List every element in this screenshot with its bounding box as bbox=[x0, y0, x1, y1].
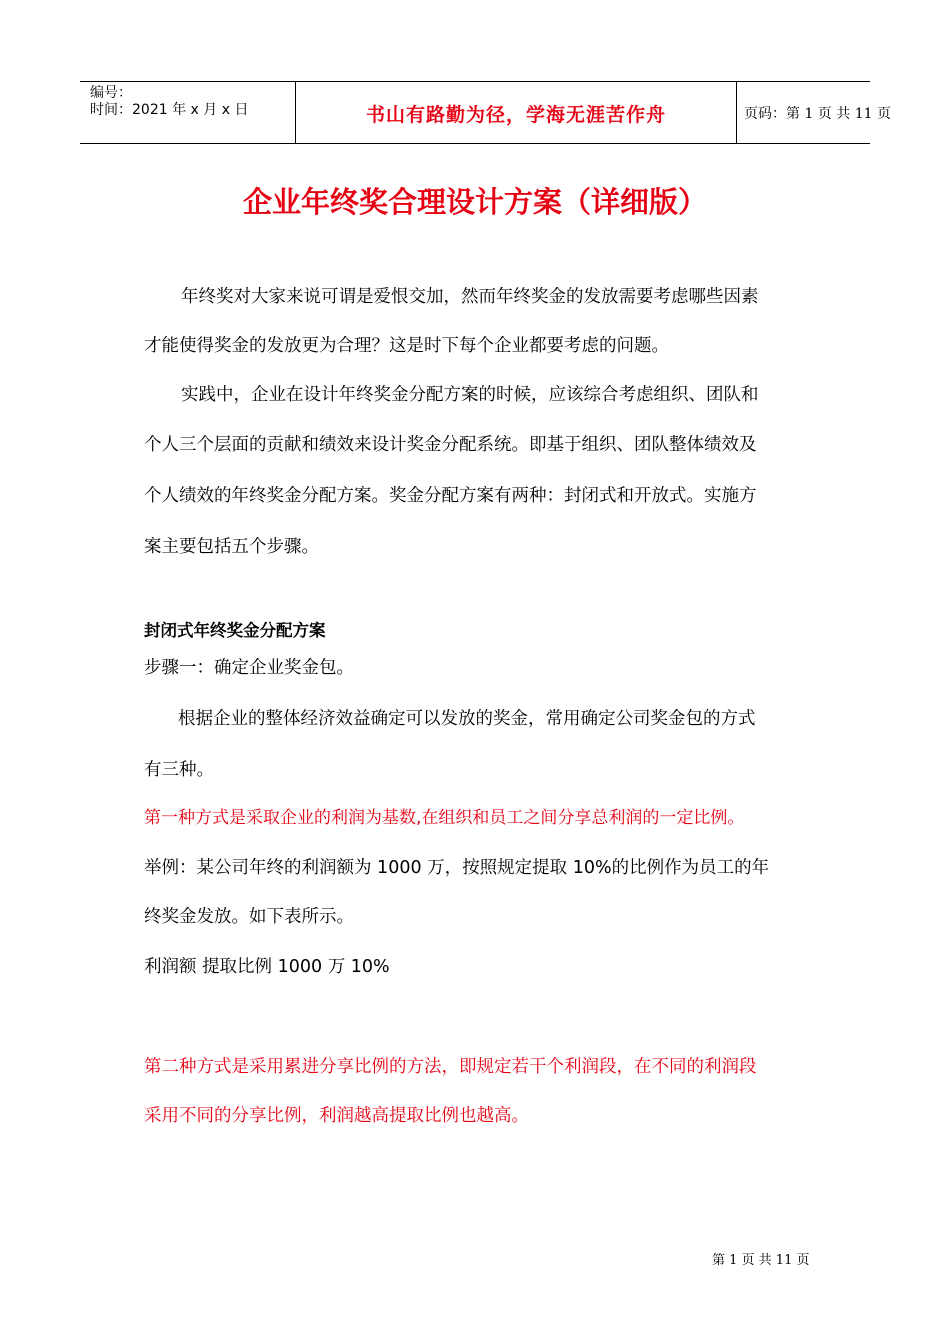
paragraph-2-line-4: 案主要包括五个步骤。 bbox=[144, 537, 319, 557]
paragraph-3-line-2: 有三种。 bbox=[144, 760, 214, 780]
method-2-line-2: 采用不同的分享比例，利润越高提取比例也越高。 bbox=[144, 1106, 529, 1126]
example-line-2: 终奖金发放。如下表所示。 bbox=[144, 907, 354, 927]
paragraph-2-line-2: 个人三个层面的贡献和绩效来设计奖金分配系统。即基于组织、团队整体绩效及 bbox=[144, 435, 757, 455]
profit-table-line: 利润额 提取比例 1000 万 10% bbox=[144, 957, 390, 977]
document-date: 时间：2021 年 x 月 x 日 bbox=[90, 102, 249, 118]
paragraph-1-line-1: 年终奖对大家来说可谓是爱恨交加，然而年终奖金的发放需要考虑哪些因素 bbox=[181, 287, 759, 307]
example-line-1: 举例：某公司年终的利润额为 1000 万，按照规定提取 10%的比例作为员工的年 bbox=[144, 858, 770, 878]
header-motto: 书山有路勤为径，学海无涯苦作舟 bbox=[365, 104, 666, 126]
paragraph-2-line-3: 个人绩效的年终奖金分配方案。奖金分配方案有两种：封闭式和开放式。实施方 bbox=[144, 486, 757, 506]
paragraph-2-line-1: 实践中，企业在设计年终奖金分配方案的时候，应该综合考虑组织、团队和 bbox=[181, 385, 759, 405]
paragraph-3-line-1: 根据企业的整体经济效益确定可以发放的奖金，常用确定公司奖金包的方式 bbox=[178, 709, 756, 729]
page-footer: 第 1 页 共 11 页 bbox=[712, 1253, 810, 1268]
method-1-text: 第一种方式是采取企业的利润为基数,在组织和员工之间分享总利润的一定比例。 bbox=[144, 808, 745, 828]
page-header bbox=[80, 81, 891, 144]
header-middle-cell bbox=[295, 82, 737, 143]
document-number-label: 编号： bbox=[90, 85, 132, 101]
document-title: 企业年终奖合理设计方案（详细版） bbox=[242, 185, 707, 219]
section-heading: 封闭式年终奖金分配方案 bbox=[144, 621, 326, 640]
header-right-cell bbox=[736, 82, 891, 143]
step-1-heading: 步骤一：确定企业奖金包。 bbox=[144, 658, 354, 678]
header-left-cell bbox=[80, 82, 295, 143]
paragraph-1-line-2: 才能使得奖金的发放更为合理？这是时下每个企业都要考虑的问题。 bbox=[144, 336, 669, 356]
header-page-info: 页码：第 1 页 共 11 页 bbox=[744, 106, 891, 122]
method-2-line-1: 第二种方式是采用累进分享比例的方法，即规定若干个利润段，在不同的利润段 bbox=[144, 1057, 757, 1077]
